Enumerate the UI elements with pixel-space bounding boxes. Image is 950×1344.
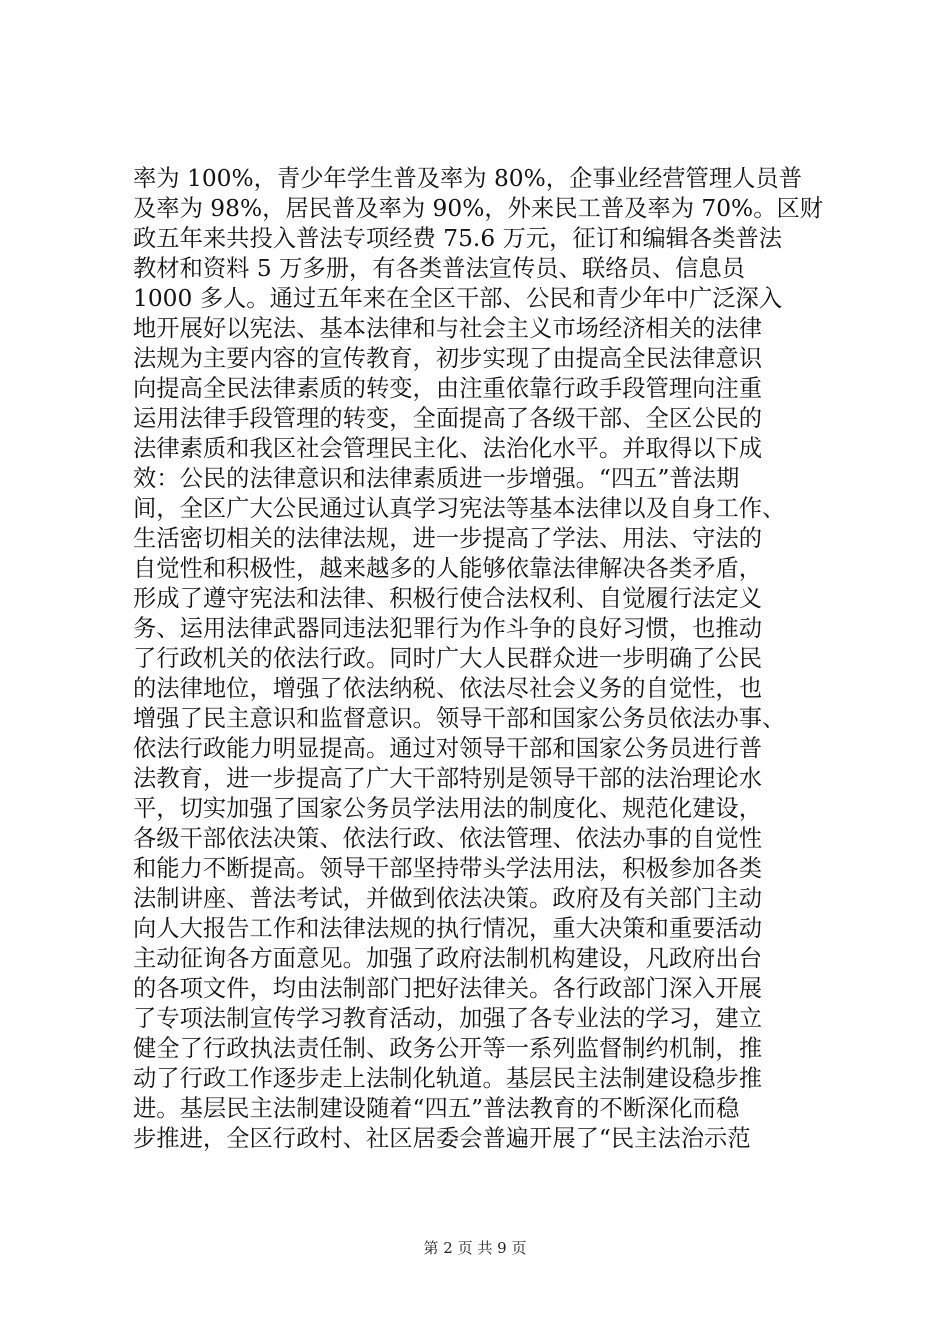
text-line-11: 效：公民的法律意识和法律素质进一步增强。“四五”普法期 <box>133 465 740 492</box>
text-line-30: 健全了行政执法责任制、政务公开等一系列监督制约机制，推 <box>133 1035 763 1062</box>
text-line-32: 进。基层民主法制建设随着“四五”普法教育的不断深化而稳 <box>133 1095 740 1122</box>
text-line-7: 法规为主要内容的宣传教育，初步实现了由提高全民法律意识 <box>133 345 763 372</box>
text-line-18: 的法律地位，增强了依法纳税、依法尽社会义务的自觉性，也 <box>133 675 763 702</box>
text-line-6: 地开展好以宪法、基本法律和与社会主义市场经济相关的法律 <box>133 315 763 342</box>
text-line-3: 政五年来共投入普法专项经费 75.6 万元，征订和编辑各类普法 <box>133 225 783 252</box>
text-line-31: 动了行政工作逐步走上法制化轨道。基层民主法制建设稳步推 <box>133 1065 763 1092</box>
text-line-20: 依法行政能力明显提高。通过对领导干部和国家公务员进行普 <box>133 735 763 762</box>
text-line-4: 教材和资料 5 万多册，有各类普法宣传员、联络员、信息员 <box>133 255 746 282</box>
text-line-13: 生活密切相关的法律法规，进一步提高了学法、用法、守法的 <box>133 525 763 552</box>
text-line-28: 的各项文件，均由法制部门把好法律关。各行政部门深入开展 <box>133 975 763 1002</box>
text-line-12: 间，全区广大公民通过认真学习宪法等基本法律以及自身工作、 <box>133 495 786 522</box>
text-line-14: 自觉性和积极性，越来越多的人能够依靠法律解决各类矛盾， <box>133 555 763 582</box>
text-line-25: 法制讲座、普法考试，并做到依法决策。政府及有关部门主动 <box>133 885 763 912</box>
text-line-10: 法律素质和我区社会管理民主化、法治化水平。并取得以下成 <box>133 435 763 462</box>
text-line-19: 增强了民主意识和监督意识。领导干部和国家公务员依法办事、 <box>133 705 786 732</box>
text-line-26: 向人大报告工作和法律法规的执行情况，重大决策和重要活动 <box>133 915 763 942</box>
text-line-29: 了专项法制宣传学习教育活动，加强了各专业法的学习，建立 <box>133 1005 763 1032</box>
text-line-16: 务、运用法律武器同违法犯罪行为作斗争的良好习惯，也推动 <box>133 615 763 642</box>
page-footer <box>0 1238 950 1258</box>
text-line-24: 和能力不断提高。领导干部坚持带头学法用法，积极参加各类 <box>133 855 763 882</box>
text-line-22: 平，切实加强了国家公务员学法用法的制度化、规范化建设， <box>133 795 763 822</box>
text-line-9: 运用法律手段管理的转变，全面提高了各级干部、全区公民的 <box>133 405 763 432</box>
document-body <box>133 164 833 1154</box>
page-number-label: 第 2 页 共 9 页 <box>423 1239 527 1257</box>
text-line-5: 1000 多人。通过五年来在全区干部、公民和青少年中广泛深入 <box>133 285 783 312</box>
text-line-2: 及率为 98%，居民普及率为 90%，外来民工普及率为 70%。区财 <box>133 195 824 222</box>
text-line-17: 了行政机关的依法行政。同时广大人民群众进一步明确了公民 <box>133 645 763 672</box>
text-line-15: 形成了遵守宪法和法律、积极行使合法权利、自觉履行法定义 <box>133 585 763 612</box>
text-line-1: 率为 100%，青少年学生普及率为 80%，企事业经营管理人员普 <box>133 165 803 192</box>
text-line-23: 各级干部依法决策、依法行政、依法管理、依法办事的自觉性 <box>133 825 763 852</box>
text-line-33: 步推进，全区行政村、社区居委会普遍开展了“民主法治示范 <box>133 1125 751 1152</box>
text-line-8: 向提高全民法律素质的转变，由注重依靠行政手段管理向注重 <box>133 375 763 402</box>
text-line-21: 法教育，进一步提高了广大干部特别是领导干部的法治理论水 <box>133 765 763 792</box>
text-line-27: 主动征询各方面意见。加强了政府法制机构建设，凡政府出台 <box>133 945 763 972</box>
